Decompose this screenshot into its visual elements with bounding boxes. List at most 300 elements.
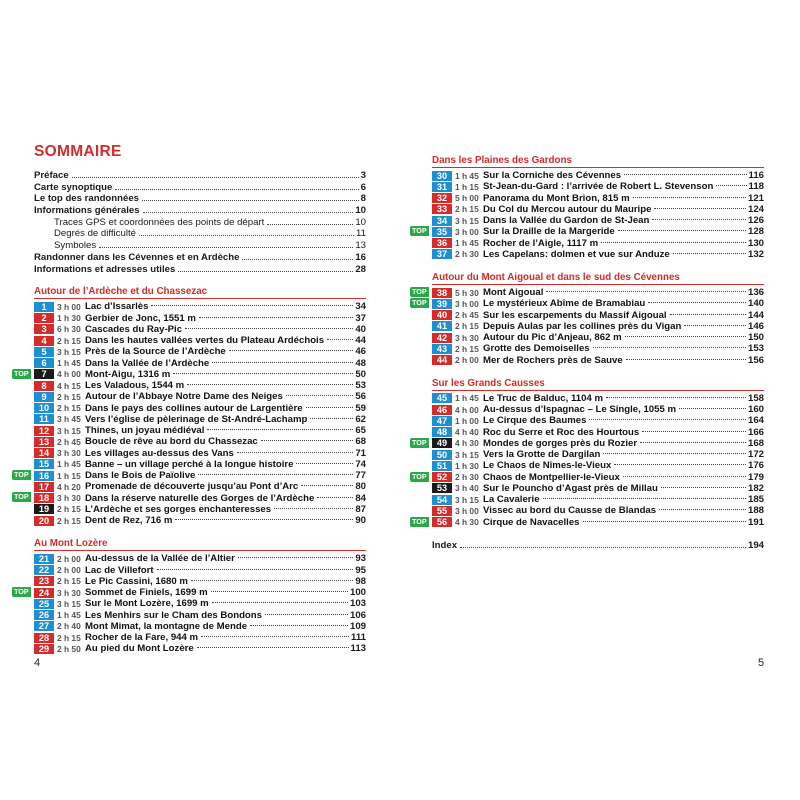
dot-leader — [301, 485, 353, 486]
hike-number-badge: 24 — [34, 588, 54, 598]
toc-entry-page: 10 — [355, 216, 366, 228]
hike-entry[interactable] — [34, 335, 366, 346]
dot-leader — [593, 347, 746, 348]
dot-leader — [238, 557, 354, 558]
left-column — [14, 143, 366, 655]
dot-leader — [543, 498, 746, 499]
hike-title: Autour du Pic d’Anjeau, 862 m — [483, 332, 622, 344]
hike-entry[interactable] — [34, 459, 366, 470]
dot-leader — [618, 230, 746, 231]
hike-entry[interactable] — [432, 404, 764, 415]
hike-page: 65 — [355, 425, 366, 437]
toc-entry-page: 16 — [355, 251, 366, 263]
hike-number-badge: 32 — [432, 193, 452, 203]
hike-entry[interactable] — [34, 598, 366, 609]
hike-title: L’Ardèche et ses gorges enchanteresses — [85, 503, 272, 515]
hike-title: Dans la Vallée de l’Ardèche — [85, 357, 210, 369]
hike-duration: 5 h 30 — [455, 287, 479, 298]
dot-leader — [654, 208, 746, 209]
hike-page: 44 — [355, 335, 366, 347]
hike-page: 100 — [349, 587, 366, 599]
hike-number-badge: 31 — [432, 182, 452, 192]
hike-number-badge: 34 — [432, 216, 452, 226]
toc-entry[interactable] — [34, 240, 366, 252]
hike-page: 56 — [355, 391, 366, 403]
hike-title: Sommet de Finiels, 1699 m — [85, 587, 208, 599]
dot-leader — [199, 317, 353, 318]
hike-number-badge: 15 — [34, 459, 54, 469]
toc-entry[interactable] — [34, 170, 366, 182]
hike-title: Boucle de rêve au bord du Chassezac — [85, 436, 258, 448]
hike-entry[interactable] — [432, 321, 764, 332]
hike-duration: 2 h 15 — [57, 391, 81, 402]
toc-entry-page: 8 — [360, 193, 366, 205]
hike-entry[interactable] — [412, 298, 764, 310]
hike-number-badge: 43 — [432, 344, 452, 354]
hike-page: 140 — [747, 298, 764, 310]
hike-entry[interactable] — [412, 516, 764, 528]
dot-leader — [185, 328, 353, 329]
hike-page: 130 — [747, 237, 764, 249]
hike-duration: 3 h 15 — [57, 346, 81, 357]
hike-page: 191 — [747, 516, 764, 528]
hike-duration: 2 h 15 — [455, 204, 479, 215]
page-number-left: 4 — [34, 657, 41, 669]
section-title: Sur les Grands Causses — [432, 377, 764, 391]
dot-leader — [99, 247, 353, 248]
dot-leader — [286, 395, 354, 396]
hike-number-badge: 23 — [34, 576, 54, 586]
hike-page: 37 — [355, 312, 366, 324]
hike-title: Vissec au bord du Causse de Blandas — [483, 505, 657, 517]
dot-leader — [659, 509, 746, 510]
hike-number-badge: 10 — [34, 403, 54, 413]
hike-duration: 1 h 45 — [57, 459, 81, 470]
hike-page: 40 — [355, 323, 366, 335]
hike-entry[interactable] — [34, 621, 366, 632]
hike-duration: 5 h 00 — [455, 193, 479, 204]
hike-duration: 2 h 00 — [455, 355, 479, 366]
hike-page: 128 — [747, 226, 764, 238]
hike-title: Roc du Serre et Roc des Hourtous — [483, 426, 640, 438]
toc-entry-page: 10 — [355, 205, 366, 217]
hike-number-badge: 39 — [432, 299, 452, 309]
hike-entry[interactable] — [432, 505, 764, 516]
hike-page: 116 — [748, 170, 764, 182]
hike-entry[interactable] — [34, 609, 366, 620]
hike-entry[interactable] — [34, 312, 366, 323]
dot-leader — [296, 463, 353, 464]
hike-page: 176 — [747, 460, 764, 472]
hike-duration: 2 h 30 — [455, 249, 479, 260]
hike-entry[interactable] — [432, 193, 764, 204]
dot-leader — [197, 647, 349, 648]
hike-page: 121 — [747, 192, 764, 204]
hike-title: Du Col du Mercou autour du Mauripe — [483, 203, 652, 215]
hike-page: 172 — [747, 449, 764, 461]
toc-entry[interactable] — [34, 252, 366, 264]
dot-leader — [546, 291, 746, 292]
hike-duration: 2 h 15 — [57, 576, 81, 587]
hike-entry[interactable] — [432, 170, 764, 181]
hike-page: 62 — [355, 413, 366, 425]
hike-page: 126 — [747, 215, 764, 227]
dot-leader — [679, 408, 746, 409]
hike-number-badge: 37 — [432, 249, 452, 259]
hike-page: 150 — [747, 332, 764, 344]
hike-number-badge: 20 — [34, 516, 54, 526]
hike-number-badge: 53 — [432, 483, 452, 493]
hike-title: Le Cirque des Baumes — [483, 415, 587, 427]
dot-leader — [633, 197, 746, 198]
hike-entry[interactable] — [412, 437, 764, 449]
hike-duration: 1 h 00 — [455, 415, 479, 426]
hike-title: Les Menhirs sur le Cham des Bondons — [85, 609, 262, 621]
hike-page: 59 — [355, 402, 366, 414]
hike-duration: 2 h 00 — [57, 565, 81, 576]
hike-entry[interactable] — [14, 469, 366, 482]
top-badge: TOP — [412, 437, 427, 447]
hike-number-badge: 1 — [34, 302, 54, 312]
section — [14, 537, 366, 655]
dot-leader — [684, 325, 746, 326]
toc-entry[interactable] — [34, 217, 366, 229]
hike-number-badge: 51 — [432, 461, 452, 471]
dot-leader — [261, 440, 354, 441]
hike-title: Mer de Rochers près de Sauve — [483, 354, 623, 366]
hike-title: Chaos de Montpellier-le-Vieux — [483, 471, 620, 483]
dot-leader — [211, 591, 348, 592]
hike-duration: 2 h 15 — [57, 403, 81, 414]
dot-leader — [603, 453, 746, 454]
hike-title: Grotte des Demoiselles — [483, 343, 590, 355]
dot-leader — [212, 362, 353, 363]
dot-leader — [191, 580, 353, 581]
hike-entry[interactable] — [34, 357, 366, 368]
hike-entry[interactable] — [34, 632, 366, 643]
hike-page: 84 — [355, 492, 366, 504]
hike-title: Thines, un joyau médiéval — [85, 425, 205, 437]
hike-number-badge: 21 — [34, 554, 54, 564]
hike-entry[interactable] — [432, 427, 764, 438]
toc-entry[interactable] — [34, 193, 366, 205]
hike-page: 90 — [355, 515, 366, 527]
hike-duration: 2 h 45 — [455, 310, 479, 321]
hike-entry[interactable] — [432, 449, 764, 460]
hike-entry[interactable] — [432, 483, 764, 494]
hike-number-badge: 3 — [34, 324, 54, 334]
hike-page: 164 — [747, 415, 764, 427]
toc-entry[interactable] — [34, 264, 366, 276]
hike-entry[interactable] — [432, 181, 764, 192]
hike-number-badge: 12 — [34, 426, 54, 436]
hike-entry[interactable] — [34, 553, 366, 564]
hike-duration: 3 h 00 — [455, 505, 479, 516]
hike-page: 136 — [747, 287, 764, 299]
hike-title: Lac de Villefort — [85, 564, 154, 576]
hike-title: Mont-Aigu, 1316 m — [85, 368, 171, 380]
hike-page: 182 — [747, 482, 764, 494]
hike-duration: 1 h 45 — [455, 170, 479, 181]
hike-title: Cascades du Ray-Pic — [85, 323, 183, 335]
right-page — [400, 0, 800, 800]
hike-page: 109 — [349, 620, 366, 632]
dot-leader — [175, 519, 353, 520]
hike-entry[interactable] — [432, 249, 764, 260]
hike-duration: 1 h 45 — [57, 610, 81, 621]
hike-page: 166 — [747, 426, 764, 438]
dot-leader — [652, 219, 746, 220]
hike-number-badge: 6 — [34, 358, 54, 368]
hike-entry[interactable] — [34, 643, 366, 654]
hike-page: 168 — [747, 437, 764, 449]
hike-title: Les Capelans: dolmen et vue sur Anduze — [483, 248, 670, 260]
hike-duration: 3 h 15 — [455, 449, 479, 460]
hike-duration: 2 h 15 — [57, 335, 81, 346]
dot-leader — [624, 174, 746, 175]
hike-duration: 2 h 15 — [455, 321, 479, 332]
hike-entry[interactable] — [34, 391, 366, 402]
hike-title: Sur la Draille de la Margeride — [483, 226, 615, 238]
section-title: Autour du Mont Aigoual et dans le sud des Cévennes — [432, 271, 764, 285]
hike-duration: 3 h 30 — [57, 448, 81, 459]
hike-entry[interactable] — [34, 414, 366, 425]
hike-entry[interactable] — [14, 368, 366, 380]
hike-entry[interactable] — [34, 576, 366, 587]
hike-number-badge: 38 — [432, 288, 452, 298]
dot-leader — [229, 350, 354, 351]
dot-leader — [327, 339, 353, 340]
dot-leader — [173, 373, 353, 374]
hike-title: Au-dessus d’Ispagnac – Le Single, 1055 m — [483, 404, 677, 416]
hike-duration: 2 h 40 — [57, 621, 81, 632]
dot-leader — [274, 508, 353, 509]
hike-entry[interactable] — [432, 355, 764, 366]
hike-title: Dans la Vallée du Gardon de St-Jean — [483, 215, 650, 227]
toc-entry[interactable] — [34, 205, 366, 217]
dot-leader — [642, 431, 746, 432]
hike-number-badge: 48 — [432, 427, 452, 437]
toc-entry[interactable] — [34, 228, 366, 240]
left-sections — [14, 285, 366, 655]
hike-page: 188 — [747, 505, 764, 517]
hike-duration: 1 h 45 — [57, 358, 81, 369]
hike-page: 144 — [747, 309, 764, 321]
hike-title: Autour de l’Abbaye Notre Dame des Neiges — [85, 391, 283, 403]
section — [412, 154, 764, 260]
hike-page: 146 — [747, 320, 764, 332]
dot-leader — [623, 476, 746, 477]
hike-title: Cirque de Navacelles — [483, 516, 580, 528]
hike-title: Dans la réserve naturelle des Gorges de l’Ardèche — [85, 492, 315, 504]
hike-number-badge: 5 — [34, 347, 54, 357]
hike-entry[interactable] — [412, 287, 764, 299]
hike-entry[interactable] — [34, 447, 366, 458]
hike-duration: 4 h 30 — [455, 517, 479, 528]
dot-leader — [626, 359, 746, 360]
hike-duration: 2 h 15 — [57, 515, 81, 526]
hike-number-badge: 11 — [34, 414, 54, 424]
dot-leader — [583, 521, 746, 522]
hike-entry[interactable] — [432, 393, 764, 404]
hike-duration: 3 h 15 — [57, 598, 81, 609]
hike-number-badge: 9 — [34, 392, 54, 402]
hike-entry[interactable] — [432, 215, 764, 226]
hike-title: Depuis Aulas par les collines près du Vigan — [483, 320, 682, 332]
index-entry[interactable] — [432, 540, 764, 552]
hike-title: Les Valadous, 1544 m — [85, 380, 185, 392]
hike-duration: 3 h 00 — [455, 298, 479, 309]
hike-entry[interactable] — [412, 226, 764, 238]
hike-page: 74 — [355, 458, 366, 470]
index-page: 194 — [747, 539, 764, 551]
hike-duration: 3 h 40 — [455, 483, 479, 494]
hike-number-badge: 36 — [432, 238, 452, 248]
toc-entry-label: Préface — [34, 170, 69, 181]
dot-leader — [139, 235, 354, 236]
hike-page: 132 — [747, 248, 764, 260]
top-badge: TOP — [14, 586, 29, 596]
hike-duration: 3 h 45 — [57, 414, 81, 425]
hike-page: 53 — [355, 380, 366, 392]
hike-entry[interactable] — [14, 586, 366, 599]
hike-duration: 1 h 30 — [455, 460, 479, 471]
dot-leader — [242, 259, 353, 260]
hike-title: Le Truc de Balduc, 1104 m — [483, 392, 603, 404]
hike-number-badge: 52 — [432, 472, 452, 482]
top-badge: TOP — [14, 469, 29, 479]
toc-entry-label: Le top des randonnées — [34, 193, 140, 205]
hike-entry[interactable] — [432, 460, 764, 471]
hike-entry[interactable] — [34, 436, 366, 447]
hike-title: Sur le Mont Lozère, 1699 m — [85, 598, 209, 610]
hike-entry[interactable] — [34, 402, 366, 413]
hike-entry[interactable] — [34, 515, 366, 526]
hike-title: La Cavalerie — [483, 494, 540, 506]
hike-page: 77 — [355, 470, 366, 482]
dot-leader — [267, 224, 353, 225]
top-badge: TOP — [412, 226, 427, 236]
hike-title: Panorama du Mont Brion, 815 m — [483, 192, 630, 204]
hike-title: Sur le Pouncho d’Agast près de Millau — [483, 482, 658, 494]
hike-title: Dans les hautes vallées vertes du Plateau Ardéchois — [85, 335, 325, 347]
hike-title: Mondes de gorges près du Rozier — [483, 437, 638, 449]
hike-entry[interactable] — [34, 380, 366, 391]
dot-leader — [670, 314, 746, 315]
front-matter-list — [34, 170, 366, 275]
hike-duration: 4 h 00 — [57, 369, 81, 380]
hike-page: 124 — [747, 203, 764, 215]
dot-leader — [198, 474, 353, 475]
hike-title: Le Pic Cassini, 1680 m — [85, 575, 188, 587]
hike-entry[interactable] — [432, 238, 764, 249]
hike-title: Le mystérieux Abîme de Bramabiau — [483, 298, 646, 310]
hike-duration: 1 h 45 — [455, 238, 479, 249]
hike-title: Dans le pays des collines autour de Largentière — [85, 402, 303, 414]
hike-title: Les villages au-dessus des Vans — [85, 447, 234, 459]
hike-number-badge: 7 — [34, 369, 54, 379]
dot-leader — [601, 242, 746, 243]
hike-duration: 4 h 20 — [57, 481, 81, 492]
hike-number-badge: 27 — [34, 621, 54, 631]
hike-duration: 2 h 45 — [57, 436, 81, 447]
hike-page: 113 — [350, 643, 366, 655]
toc-entry[interactable] — [34, 182, 366, 194]
hike-number-badge: 41 — [432, 321, 452, 331]
hike-entry[interactable] — [34, 324, 366, 335]
dot-leader — [142, 200, 359, 201]
hike-number-badge: 40 — [432, 310, 452, 320]
dot-leader — [661, 487, 746, 488]
hike-number-badge: 46 — [432, 405, 452, 415]
top-badge: TOP — [14, 492, 29, 502]
hike-duration: 2 h 30 — [455, 472, 479, 483]
hike-title: Mont Aigoual — [483, 287, 544, 299]
hike-entry[interactable] — [432, 310, 764, 321]
hike-page: 80 — [355, 481, 366, 493]
hike-page: 48 — [355, 357, 366, 369]
page-title: SOMMAIRE — [34, 143, 122, 160]
hike-number-badge: 22 — [34, 565, 54, 575]
hike-page: 179 — [747, 471, 764, 483]
hike-page: 46 — [355, 346, 366, 358]
dot-leader — [187, 384, 353, 385]
hike-number-badge: 45 — [432, 393, 452, 403]
hike-duration: 3 h 15 — [455, 215, 479, 226]
hike-duration: 3 h 30 — [455, 332, 479, 343]
hike-entry[interactable] — [432, 204, 764, 215]
dot-leader — [716, 185, 746, 186]
hike-entry[interactable] — [432, 415, 764, 426]
hike-number-badge: 4 — [34, 336, 54, 346]
hike-entry[interactable] — [34, 564, 366, 575]
hike-number-badge: 8 — [34, 381, 54, 391]
hike-page: 106 — [349, 609, 366, 621]
hike-entry[interactable] — [14, 492, 366, 504]
hike-title: Dent de Rez, 716 m — [85, 515, 173, 527]
hike-entry[interactable] — [432, 332, 764, 343]
hike-number-badge: 13 — [34, 437, 54, 447]
hike-title: Sur les escarpements du Massif Aigoual — [483, 309, 667, 321]
hike-entry[interactable] — [432, 494, 764, 505]
hike-entry[interactable] — [34, 346, 366, 357]
hike-entry[interactable] — [34, 481, 366, 492]
hike-entry[interactable] — [34, 504, 366, 515]
hike-entry[interactable] — [34, 425, 366, 436]
dot-leader — [606, 397, 746, 398]
section-title: Dans les Plaines des Gardons — [432, 154, 764, 168]
toc-entry-page: 3 — [360, 170, 366, 181]
hike-entry[interactable] — [34, 301, 366, 312]
hike-number-badge: 35 — [432, 227, 452, 237]
hike-entry[interactable] — [432, 343, 764, 354]
hike-page: 111 — [351, 632, 366, 644]
dot-leader — [640, 442, 746, 443]
section — [412, 377, 764, 528]
top-badge: TOP — [412, 516, 427, 526]
hike-duration: 2 h 15 — [57, 632, 81, 643]
dot-leader — [207, 429, 353, 430]
top-badge: TOP — [412, 298, 427, 308]
dot-leader — [250, 625, 348, 626]
dot-leader — [589, 419, 746, 420]
hike-duration: 4 h 40 — [455, 427, 479, 438]
section-title: Autour de l’Ardèche et du Chassezac — [34, 285, 366, 299]
hike-entry[interactable] — [412, 471, 764, 483]
dot-leader — [460, 547, 746, 548]
hike-page: 71 — [355, 447, 366, 459]
hike-duration: 4 h 30 — [455, 438, 479, 449]
